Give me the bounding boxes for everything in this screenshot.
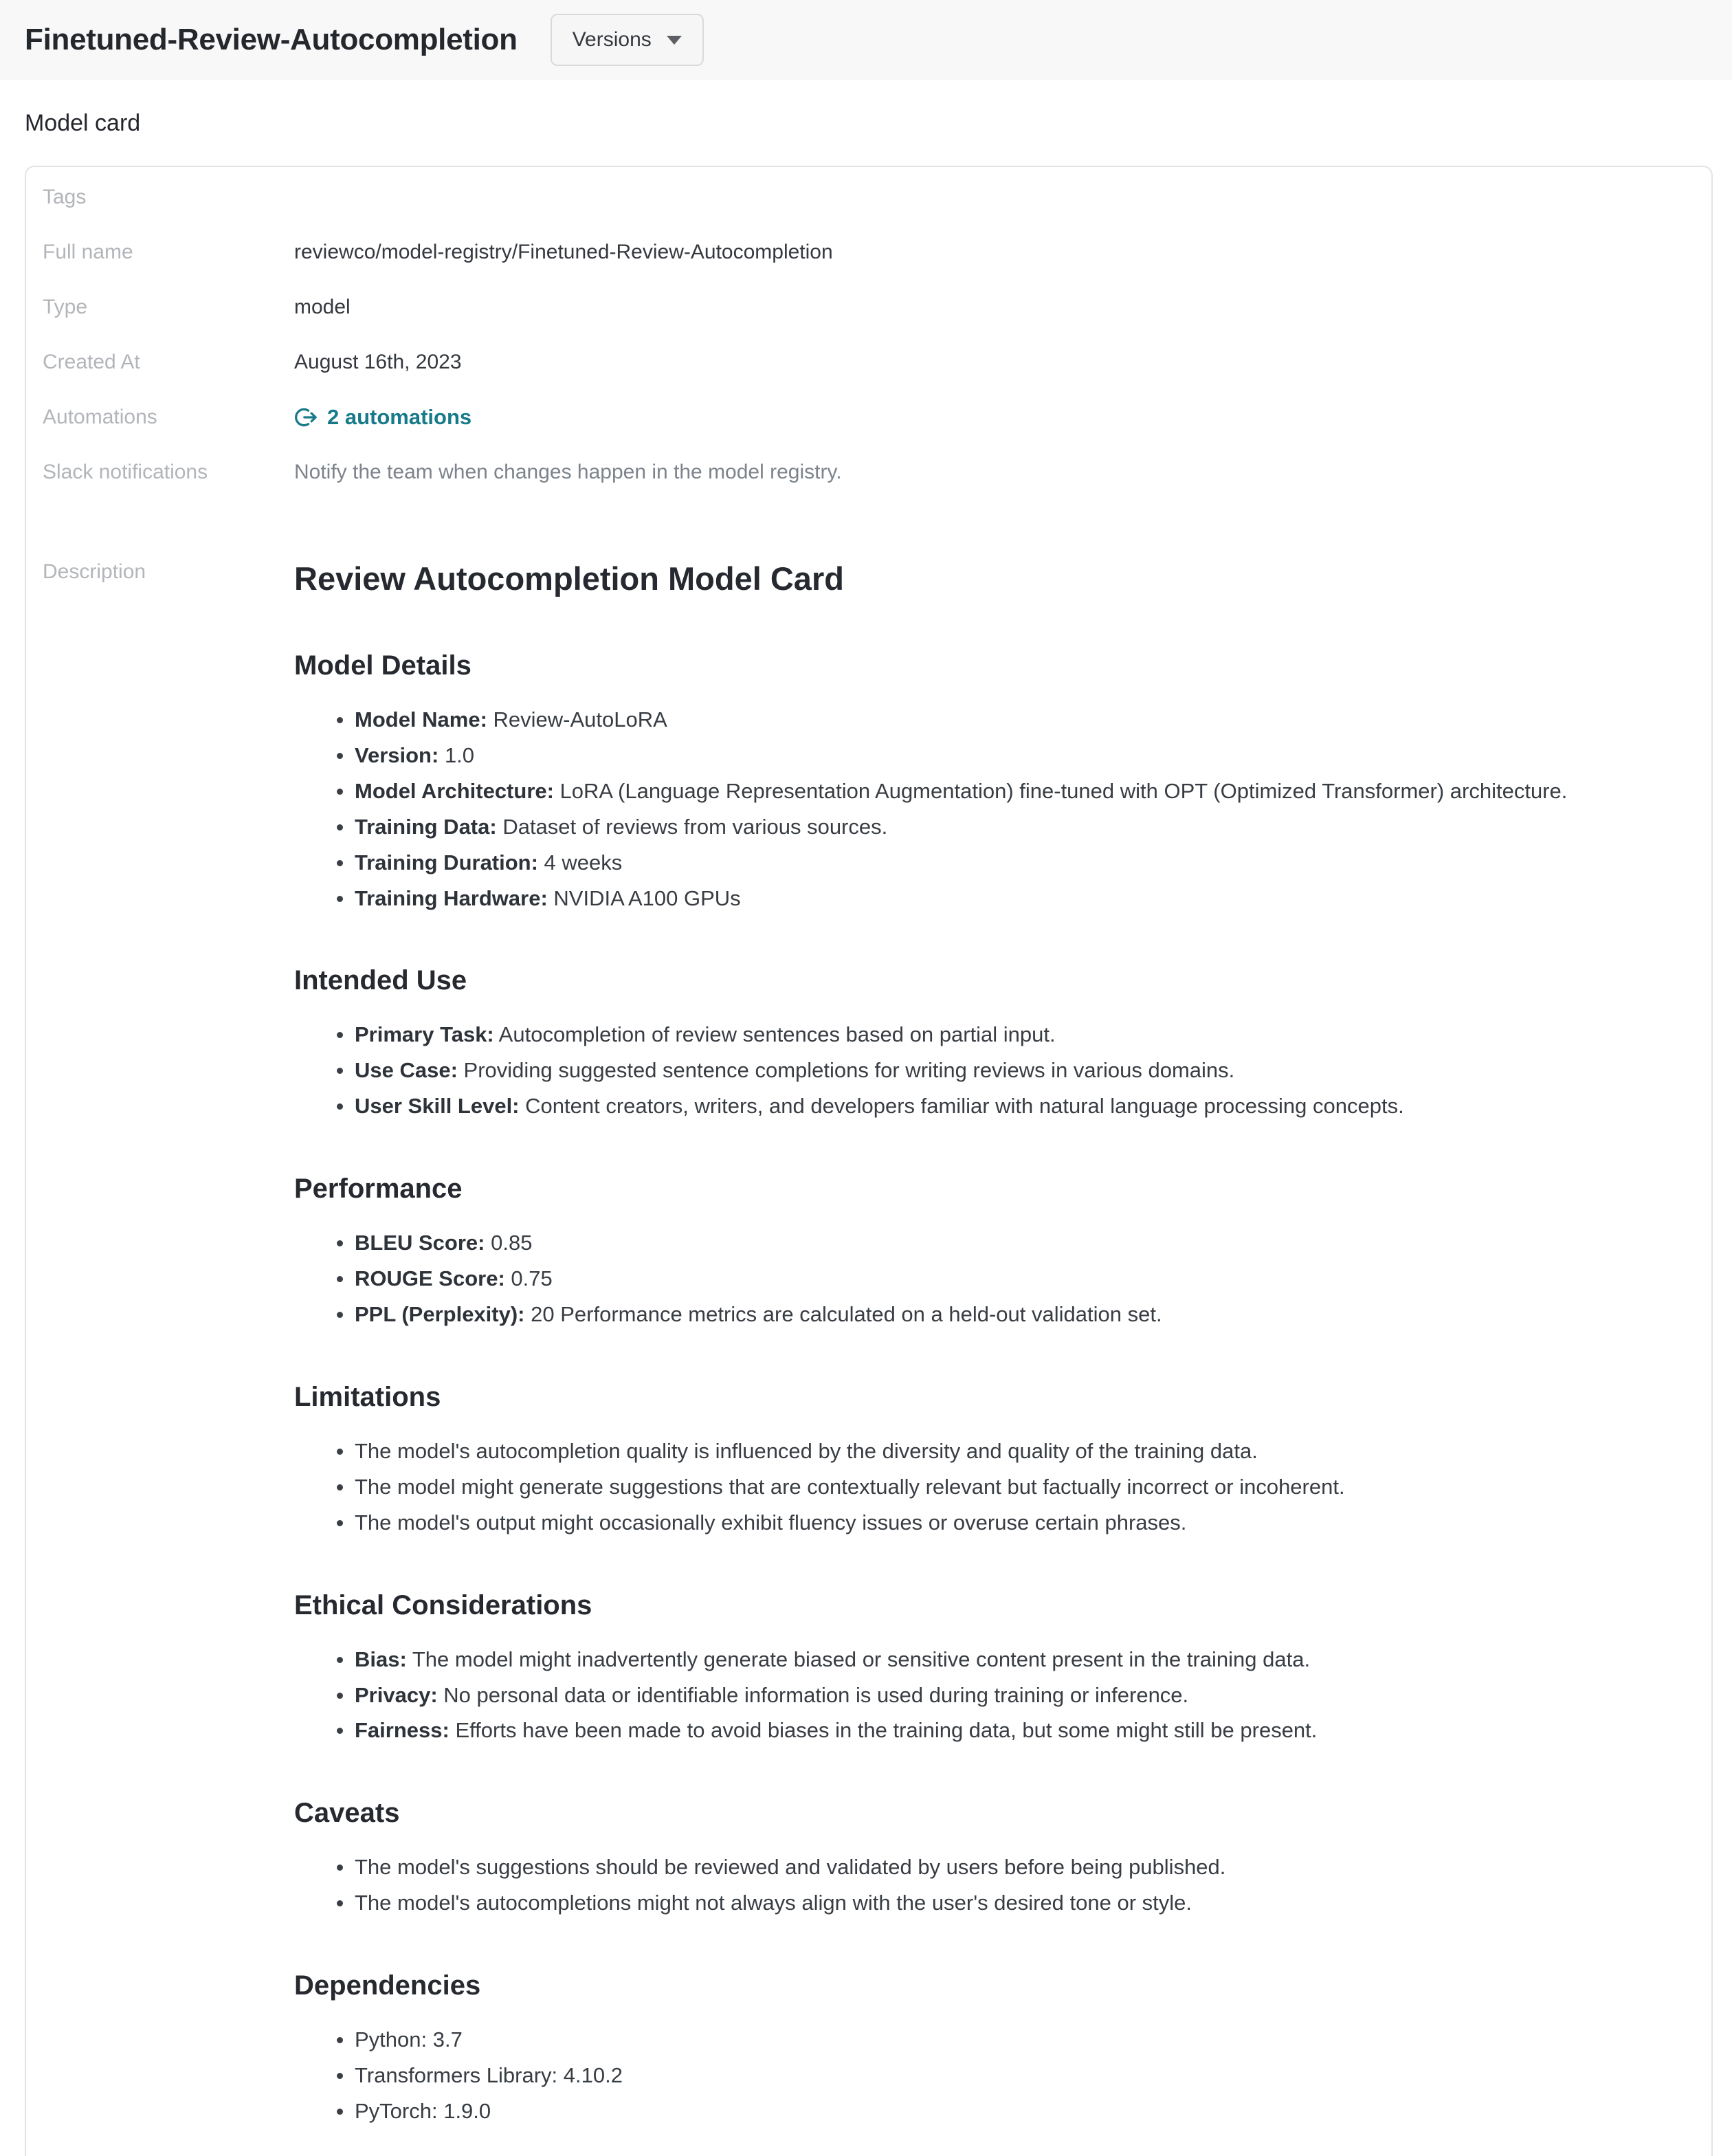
bullet-term: Model Name: bbox=[355, 707, 487, 732]
automation-icon bbox=[294, 406, 318, 429]
field-row-created-at bbox=[43, 335, 1681, 390]
list-item: PyTorch: 1.9.0 bbox=[294, 2098, 1670, 2126]
field-value: August 16th, 2023 bbox=[294, 351, 462, 373]
doc-title: Review Autocompletion Model Card bbox=[294, 560, 844, 597]
field-value: Notify the team when changes happen in the model registry. bbox=[294, 461, 842, 483]
automations-link-label: 2 automations bbox=[327, 405, 472, 429]
bullet-term: BLEU Score: bbox=[355, 1231, 485, 1255]
list-item: Transformers Library: 4.10.2 bbox=[294, 2062, 1670, 2090]
field-label: Full name bbox=[43, 241, 133, 263]
bullet-term: Fairness: bbox=[355, 1718, 449, 1743]
section-title: Model card bbox=[25, 110, 141, 136]
field-label: Tags bbox=[43, 186, 87, 208]
list-item: The model's autocompletions might not always align with the user's desired tone or style. bbox=[294, 1889, 1670, 1917]
section-heading-limitations: Limitations bbox=[294, 1381, 441, 1412]
bullet-list bbox=[294, 2026, 1670, 2126]
main-content bbox=[0, 110, 1732, 2156]
field-label: Slack notifications bbox=[43, 461, 208, 483]
section-heading-ethical-considerations: Ethical Considerations bbox=[294, 1590, 592, 1620]
bullet-list bbox=[294, 1646, 1670, 1746]
field-label: Created At bbox=[43, 351, 140, 373]
list-item: User Skill Level: Content creators, writers, and developers familiar with natural language processing concepts. bbox=[294, 1092, 1670, 1121]
section-heading-intended-use: Intended Use bbox=[294, 965, 467, 996]
section-heading-caveats: Caveats bbox=[294, 1798, 400, 1829]
list-item: Training Hardware: NVIDIA A100 GPUs bbox=[294, 885, 1670, 913]
field-label: Automations bbox=[43, 406, 157, 428]
field-label: Type bbox=[43, 296, 88, 318]
bullet-list bbox=[294, 1021, 1670, 1121]
field-label-description: Description bbox=[43, 560, 146, 583]
bullet-term: Training Hardware: bbox=[355, 886, 548, 910]
description-row bbox=[43, 560, 1681, 2133]
section-heading-performance: Performance bbox=[294, 1174, 463, 1204]
list-item: Fairness: Efforts have been made to avoid biases in the training data, but some might still be present. bbox=[294, 1717, 1670, 1745]
list-item: PPL (Perplexity): 20 Performance metrics are calculated on a held-out validation set. bbox=[294, 1301, 1670, 1329]
automations-link[interactable] bbox=[294, 405, 471, 430]
bullet-term: Model Architecture: bbox=[355, 778, 554, 803]
list-item: Bias: The model might inadvertently generate biased or sensitive content present in the training data. bbox=[294, 1646, 1670, 1674]
list-item: The model's output might occasionally exhibit fluency issues or overuse certain phrases. bbox=[294, 1509, 1670, 1537]
list-item: Model Architecture: LoRA (Language Representation Augmentation) fine-tuned with OPT (Optimized Transformer) architecture. bbox=[294, 778, 1670, 806]
list-item: Training Data: Dataset of reviews from various sources. bbox=[294, 813, 1670, 842]
list-item: Privacy: No personal data or identifiable information is used during training or inference. bbox=[294, 1682, 1670, 1710]
list-item: BLEU Score: 0.85 bbox=[294, 1229, 1670, 1257]
list-item: Python: 3.7 bbox=[294, 2026, 1670, 2054]
list-item: ROUGE Score: 0.75 bbox=[294, 1265, 1670, 1293]
markdown-sections bbox=[294, 650, 1670, 2126]
list-item: Model Name: Review-AutoLoRA bbox=[294, 706, 1670, 734]
section-heading-dependencies: Dependencies bbox=[294, 1970, 481, 2001]
page-header bbox=[0, 0, 1732, 80]
page-title: Finetuned-Review-Autocompletion bbox=[25, 23, 518, 56]
section-heading-model-details: Model Details bbox=[294, 650, 471, 681]
bullet-list bbox=[294, 1854, 1670, 1917]
fields-list bbox=[43, 170, 1681, 500]
bullet-term: ROUGE Score: bbox=[355, 1266, 505, 1291]
field-row-type bbox=[43, 280, 1681, 335]
bullet-term: PPL (Perplexity): bbox=[355, 1302, 525, 1327]
list-item: The model might generate suggestions that are contextually relevant but factually incorrect or incoherent. bbox=[294, 1473, 1670, 1502]
bullet-list bbox=[294, 706, 1670, 912]
list-item: The model's autocompletion quality is influenced by the diversity and quality of the training data. bbox=[294, 1438, 1670, 1466]
list-item: Use Case: Providing suggested sentence completions for writing reviews in various domains. bbox=[294, 1057, 1670, 1085]
field-row-full-name bbox=[43, 225, 1681, 280]
bullet-list bbox=[294, 1438, 1670, 1537]
field-row-slack-notifications bbox=[43, 445, 1681, 500]
field-value: model bbox=[294, 296, 351, 318]
field-row-automations bbox=[43, 390, 1681, 445]
versions-button-label: Versions bbox=[572, 28, 652, 51]
list-item: Version: 1.0 bbox=[294, 742, 1670, 770]
list-item: Training Duration: 4 weeks bbox=[294, 849, 1670, 877]
model-card-panel bbox=[25, 166, 1713, 2156]
list-item: Primary Task: Autocompletion of review sentences based on partial input. bbox=[294, 1021, 1670, 1049]
bullet-term: Training Duration: bbox=[355, 850, 538, 874]
field-row-tags bbox=[43, 170, 1681, 225]
field-value: reviewco/model-registry/Finetuned-Review-Autocompletion bbox=[294, 241, 833, 263]
list-item: The model's suggestions should be reviewed and validated by users before being published. bbox=[294, 1854, 1670, 1882]
bullet-term: Bias: bbox=[355, 1647, 407, 1671]
description-markdown bbox=[294, 560, 1681, 2133]
bullet-list bbox=[294, 1229, 1670, 1329]
bullet-term: Version: bbox=[355, 742, 439, 767]
bullet-term: Primary Task: bbox=[355, 1022, 494, 1047]
versions-button[interactable] bbox=[551, 14, 704, 66]
bullet-term: Training Data: bbox=[355, 814, 497, 839]
bullet-term: Use Case: bbox=[355, 1058, 458, 1083]
bullet-term: Privacy: bbox=[355, 1682, 438, 1707]
chevron-down-icon bbox=[667, 36, 682, 45]
bullet-term: User Skill Level: bbox=[355, 1094, 520, 1119]
